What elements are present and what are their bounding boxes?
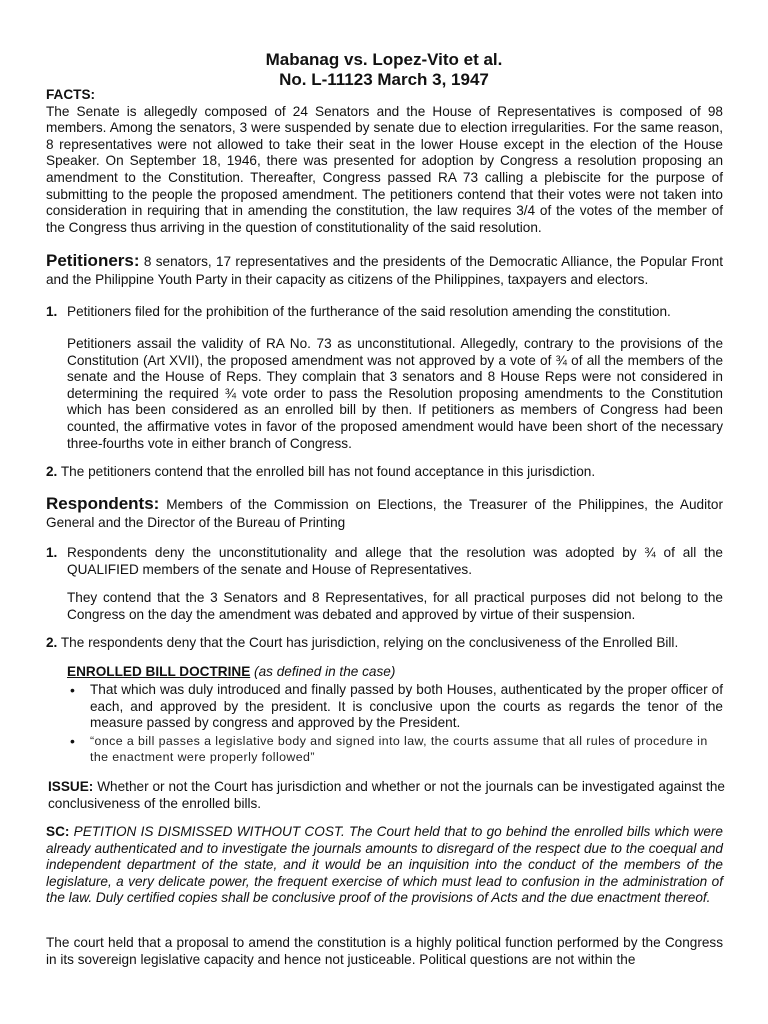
ruling-closing: The court held that a proposal to amend the constitution is a highly political function performed by the Congress in its sovereign legislative capacity and hence not justiceable. Political questions are not within the — [46, 935, 723, 967]
petitioners-item1-text: Petitioners filed for the prohibition of the furtherance of the said resolution amending the constitution. — [67, 304, 671, 319]
facts-section — [46, 87, 723, 236]
doctrine-bullet-1: That which was duly introduced and finally passed by both Houses, authenticated by the proper officer of each, and approved by the president. It is conclusive upon the courts as regards the tenor of the measure passed by congress and approved by the President. — [90, 682, 723, 731]
respondents-item2-text: The respondents deny that the Court has jurisdiction, relying on the conclusiveness of the Enrolled Bill. — [57, 635, 679, 650]
respondents-item2-number: 2. — [46, 635, 58, 650]
ruling-text: PETITION IS DISMISSED WITHOUT COST. The Court held that to go behind the enrolled bills which were already authenticated and to investigate the journals amounts to disregard of the respect due to the coequal and independent department of the state, and it would be an inquisition into the conduct of the members of the legislature, a very delicate power, the frequent exercise of which must lead to confusion in the administration of the law. Duly certified copies shall be conclusive proof of the provisions of Acts and the due enactment thereof. — [46, 824, 723, 906]
respondents-item2 — [46, 635, 723, 652]
respondents-item1-text: Respondents deny the unconstitutionality and allege that the resolution was adopted by ¾ of all the QUALIFIED members of the senate and House of Representatives. — [67, 545, 723, 577]
bullet-2-marker: • — [70, 733, 75, 749]
petitioners-item2-text: The petitioners contend that the enrolled bill has not found acceptance in this jurisdiction. — [57, 464, 596, 479]
doctrine-qualifier: (as defined in the case) — [250, 664, 396, 679]
doctrine-heading: ENROLLED BILL DOCTRINE — [67, 664, 251, 679]
case-number: No. L-11123 March 3, 1947 — [279, 70, 489, 89]
petitioners-item2-number: 2. — [46, 464, 58, 479]
ruling-label: SC: — [46, 824, 70, 839]
respondents-heading: Respondents: — [46, 494, 160, 513]
doctrine-header — [67, 664, 723, 681]
respondents-item1-detail: They contend that the 3 Senators and 8 Representatives, for all practical purposes did not belong to the Congress on the day the amendment was debated and approved by virtue of their suspension. — [67, 590, 723, 622]
doctrine-bullet-2: “once a bill passes a legislative body and signed into law, the courts assume that all rules of procedure in the enactment were properly followed” — [90, 734, 708, 765]
facts-heading: FACTS: — [46, 87, 96, 102]
petitioners-heading: Petitioners: — [46, 251, 140, 270]
issue-text: Whether or not the Court has jurisdiction and whether or not the journals can be investigated against the conclusiveness of the enrolled bills. — [48, 779, 725, 811]
petitioners-section — [46, 252, 723, 289]
petitioners-intro: 8 senators, 17 representatives and the presidents of the Democratic Alliance, the Popular Front and the Philippine Youth Party in their capacity as citizens of the Philippines, taxpayers and electors. — [46, 254, 723, 287]
ruling-section — [46, 824, 723, 907]
respondents-section — [46, 495, 723, 532]
petitioners-item1-detail: Petitioners assail the validity of RA No. 73 as unconstitutional. Allegedly, contrary to the provisions of the Constitution (Art XVII), the proposed amendment was not approved by a vote of ¾ of all the members of the senate and the House of Reps. They complain that 3 senators and 8 House Reps were not considered in determining the required ¾ vote order to pass the Resolution proposing amendments to the Constitution which has been considered as an enrolled bill by then. If petitioners as members of Congress had been counted, the affirmative votes in favor of the proposed amendment would have been short of the necessary three-fourths vote in either branch of Congress. — [67, 336, 723, 451]
petitioners-item2 — [46, 464, 723, 481]
issue-label: ISSUE: — [48, 779, 94, 794]
petitioners-item1-number: 1. — [46, 304, 58, 319]
issue-section — [48, 779, 725, 812]
respondents-intro: Members of the Commission on Elections, the Treasurer of the Philippines, the Auditor General and the Director of the Bureau of Printing — [46, 497, 723, 530]
case-title: Mabanag vs. Lopez-Vito et al. — [265, 50, 503, 69]
facts-body: The Senate is allegedly composed of 24 Senators and the House of Representatives is composed of 98 members. Among the senators, 3 were suspended by senate due to election irregularities. For the same reason, 8 representatives were not allowed to take their seat in the lower House except in the election of the House Speaker. On September 18, 1946, there was presented for adoption by Congress a resolution proposing an amendment to the Constitution. Thereafter, Congress passed RA 73 calling a plebiscite for the purpose of submitting to the people the proposed amendment. The petitioners contend that their votes were not taken into consideration in requiring that in amending the constitution, the law requires 3/4 of the votes of the member of the Congress thus arriving in the question of constitutionality of the said resolution. — [46, 103, 723, 235]
respondents-item1-number: 1. — [46, 545, 58, 560]
bullet-1-marker: • — [70, 682, 75, 698]
